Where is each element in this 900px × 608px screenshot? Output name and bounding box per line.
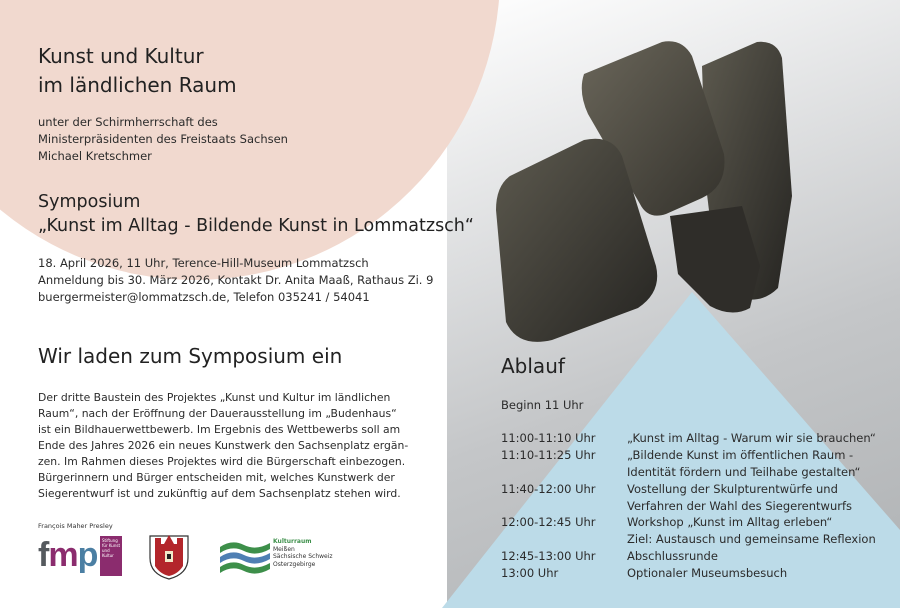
event-details bbox=[38, 255, 433, 306]
invitation-line: zen. Im Rahmen dieses Projektes wird die Bürgerschaft einbezogen. bbox=[38, 455, 406, 468]
schedule-item: Ziel: Austausch und gemeinsame Reflexion bbox=[627, 532, 876, 547]
schedule-time: 11:10-11:25 Uhr bbox=[501, 447, 596, 462]
schedule-time: 11:40-12:00 Uhr bbox=[501, 481, 596, 496]
invitation-body bbox=[38, 390, 438, 502]
schedule-item: Verfahren der Wahl des Siegerentwurfs bbox=[627, 498, 853, 513]
invitation-line: ist ein Bildhauerwettbewerb. Im Ergebnis des Wettbewerbs soll am bbox=[38, 423, 401, 436]
fmp-foundation-logo bbox=[38, 522, 124, 582]
invitation-heading: Wir laden zum Symposium ein bbox=[38, 344, 343, 368]
symposium-heading bbox=[38, 190, 474, 238]
patronage-text bbox=[38, 114, 288, 165]
schedule-time: 13:00 Uhr bbox=[501, 566, 559, 581]
header-title bbox=[38, 42, 237, 100]
ablauf-start-time: Beginn 11 Uhr bbox=[501, 398, 584, 412]
schedule-time: 11:00-11:10 Uhr bbox=[501, 431, 596, 445]
event-registration: Anmeldung bis 30. März 2026, Kontakt Dr. Anita Maaß, Rathaus Zi. 9 bbox=[38, 273, 434, 287]
schedule-time: 12:45-13:00 Uhr bbox=[501, 549, 596, 564]
event-contact: buergermeister@lommatzsch.de, Telefon 035241 / 54041 bbox=[38, 290, 370, 304]
patronage-line: Ministerpräsidenten des Freistaats Sachsen bbox=[38, 132, 288, 146]
schedule-time bbox=[501, 531, 596, 548]
kulturraum-text bbox=[273, 538, 333, 568]
schedule-item: Abschlussrunde bbox=[627, 549, 718, 564]
schedule-time: 12:00-12:45 Uhr bbox=[501, 515, 596, 530]
invitation-line: Der dritte Baustein des Projektes „Kunst und Kultur im ländlichen bbox=[38, 391, 391, 404]
ablauf-heading: Ablauf bbox=[501, 354, 565, 378]
patronage-line: unter der Schirmherrschaft des bbox=[38, 115, 218, 129]
kulturraum-line: Osterzgebirge bbox=[273, 560, 316, 568]
symposium-label: Symposium bbox=[38, 192, 141, 212]
kulturraum-waves-icon bbox=[220, 537, 270, 577]
fmp-letters bbox=[38, 535, 97, 575]
kulturraum-line: Meißen bbox=[273, 545, 295, 553]
fmp-letter-p: p bbox=[77, 536, 98, 574]
symposium-subtitle: „Kunst im Alltag - Bildende Kunst in Lommatzsch“ bbox=[38, 216, 474, 236]
schedule-item: Vostellung der Skulpturentwürfe und bbox=[627, 481, 838, 496]
header-title-line: Kunst und Kultur bbox=[38, 44, 204, 68]
invitation-line: Ende des Jahres 2026 ein neues Kunstwerk den Sachsenplatz ergän- bbox=[38, 439, 409, 452]
invitation-line: Siegerentwurf ist und zukünftig auf dem Sachsenplatz stehen wird. bbox=[38, 487, 401, 500]
schedule-time bbox=[501, 464, 596, 481]
schedule-item: Workshop „Kunst im Alltag erleben“ bbox=[627, 515, 833, 530]
schedule-item: „Bildende Kunst im öffentlichen Raum - bbox=[627, 447, 854, 462]
lommatzsch-coat-of-arms-icon bbox=[148, 530, 190, 580]
fmp-name: François Maher Presley bbox=[38, 522, 113, 530]
schedule-item: Optionaler Museumsbesuch bbox=[627, 566, 788, 581]
header-title-line: im ländlichen Raum bbox=[38, 73, 237, 97]
kulturraum-line: Kulturraum bbox=[273, 538, 312, 545]
fmp-foundation-box: Stiftung für Kunst und Kultur bbox=[100, 536, 122, 576]
schedule-items bbox=[627, 430, 876, 582]
invitation-line: Raum“, nach der Eröffnung der Dauerausstellung im „Budenhaus“ bbox=[38, 407, 397, 420]
schedule-time bbox=[501, 498, 596, 515]
sculpture-photo bbox=[492, 36, 892, 351]
schedule-item: „Kunst im Alltag - Warum wir sie brauchen“ bbox=[627, 431, 876, 445]
kulturraum-logo bbox=[220, 537, 340, 577]
fmp-letter-m: m bbox=[48, 536, 78, 574]
fmp-letter-f: f bbox=[38, 536, 49, 574]
invitation-line: Bürgerinnern und Bürger entscheiden mit, welches Kunstwerk der bbox=[38, 471, 395, 484]
schedule-times bbox=[501, 430, 596, 582]
event-date-location: 18. April 2026, 11 Uhr, Terence-Hill-Museum Lommatzsch bbox=[38, 256, 369, 270]
schedule-item: Identität fördern und Teilhabe gestalten“ bbox=[627, 464, 861, 479]
patronage-line: Michael Kretschmer bbox=[38, 149, 152, 163]
kulturraum-line: Sächsische Schweiz bbox=[273, 553, 333, 561]
